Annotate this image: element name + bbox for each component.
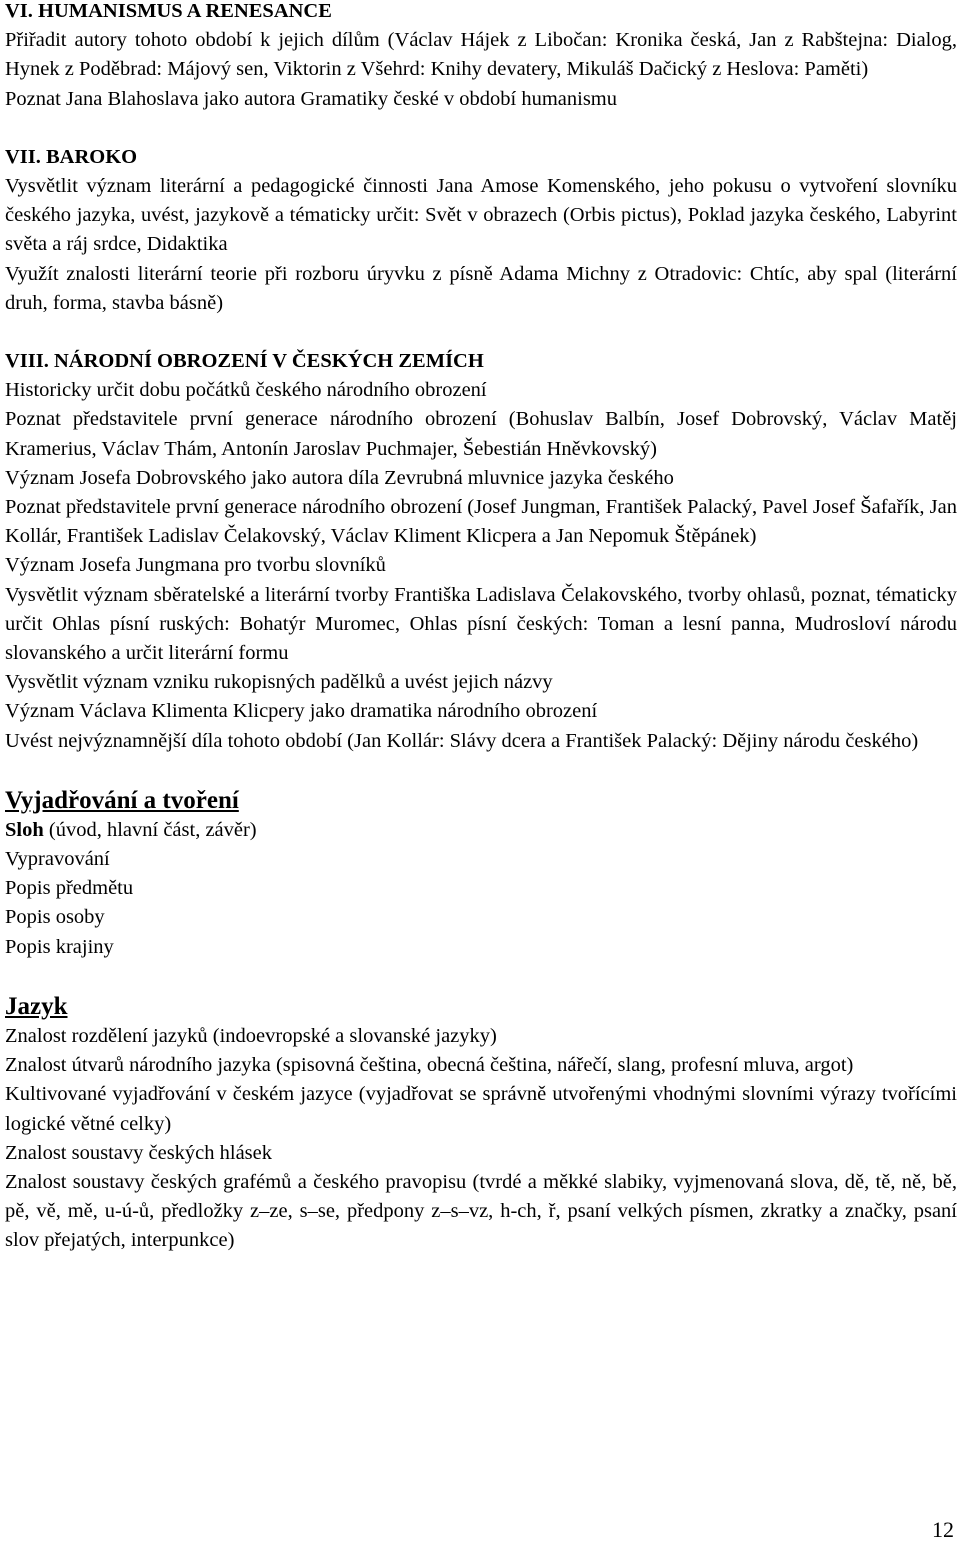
section-baroko	[5, 143, 957, 318]
paragraph: Znalost soustavy českých grafémů a českého pravopisu (tvrdé a měkké slabiky, vyjmenovaná slova, dě, tě, ně, bě, pě, vě, mě, u-ú-ů, předložky z–ze, s–se, předpony z–s–vz, h-ch, ř, psaní velkých písmen, zkratky a značky, psaní slov přejatých, interpunkce)	[5, 1170, 957, 1252]
paragraph: Poznat představitele první generace národního obrození (Bohuslav Balbín, Josef Dobrovský, Václav Matěj Kramerius, Václav Thám, Antonín Jaroslav Puchmajer, Šebestián Hněvkovský)	[5, 408, 957, 460]
paragraph: Vysvětlit význam sběratelské a literární tvorby Františka Ladislava Čelakovského, tvorby ohlasů, poznat, tématicky určit Ohlas písní ruských: Bohatýr Muromec, Ohlas písní českých: Toman a lesní panna, Mudrosloví národu slovanského a určit literární formu	[5, 583, 957, 665]
document-page	[5, 0, 957, 1256]
paragraph: Poznat Jana Blahoslava jako autora Gramatiky české v období humanismu	[5, 87, 617, 110]
section-humanismus	[5, 0, 957, 114]
paragraph: Význam Václava Klimenta Klicpery jako dramatika národního obrození	[5, 700, 598, 723]
section-heading: Jazyk	[5, 992, 68, 1020]
paragraph: Využít znalosti literární teorie při rozboru úryvku z písně Adama Michny z Otradovic: Chtíc, aby spal (literární druh, forma, stavba básně)	[5, 262, 957, 314]
paragraph: Význam Josefa Jungmana pro tvorbu slovníků	[5, 554, 386, 577]
paragraph: Znalost útvarů národního jazyka (spisovná čeština, obecná čeština, nářečí, slang, profesní mluva, argot)	[5, 1054, 854, 1077]
paragraph: Historicky určit dobu počátků českého národního obrození	[5, 379, 487, 402]
sloh-detail: (úvod, hlavní část, závěr)	[43, 818, 257, 841]
paragraph: Uvést nejvýznamnější díla tohoto období (Jan Kollár: Slávy dcera a František Palacký: Dějiny národu českého)	[5, 729, 919, 752]
list-item: Popis osoby	[5, 906, 105, 929]
section-title: VI. HUMANISMUS A RENESANCE	[5, 0, 332, 22]
paragraph: Vysvětlit význam literární a pedagogické činnosti Jana Amose Komenského, jeho pokusu o vytvoření slovníku českého jazyka, uvést, jazykově a tématicky určit: Svět v obrazech (Orbis pictus), Poklad jazyka českého, Labyrint světa a ráj srdce, Didaktika	[5, 175, 957, 256]
section-title: VIII. NÁRODNÍ OBROZENÍ V ČESKÝCH ZEMÍCH	[5, 350, 484, 373]
section-vyjadrovani	[5, 785, 957, 962]
sloh-label: Sloh	[5, 818, 44, 841]
paragraph: Přiřadit autory tohoto období k jejich dílům (Václav Hájek z Libočan: Kronika česká, Jan z Rabštejna: Dialog, Hynek z Poděbrad: Májový sen, Viktorin z Všehrd: Knihy devatery, Mikuláš Dačický z Heslova: Paměti)	[5, 29, 957, 81]
paragraph: Kultivované vyjadřování v českém jazyce (vyjadřovat se správně utvořenými vhodnými slovními výrazy tvořícími logické větné celky)	[5, 1083, 957, 1135]
section-heading: Vyjadřování a tvoření	[5, 786, 239, 814]
paragraph: Význam Josefa Dobrovského jako autora díla Zevrubná mluvnice jazyka českého	[5, 466, 674, 489]
page-number: 12	[932, 1517, 954, 1542]
paragraph: Poznat představitele první generace národního obrození (Josef Jungman, František Palacký, Pavel Josef Šafařík, Jan Kollár, František Ladislav Čelakovský, Václav Kliment Klicpera a Jan Nepomuk Štěpánek)	[5, 496, 957, 548]
section-title: VII. BAROKO	[5, 145, 138, 168]
section-obrozeni	[5, 347, 957, 756]
list-item: Popis krajiny	[5, 935, 114, 958]
list-item: Popis předmětu	[5, 877, 134, 900]
paragraph: Znalost soustavy českých hlásek	[5, 1141, 273, 1164]
sloh-line	[5, 816, 957, 845]
paragraph: Znalost rozdělení jazyků (indoevropské a slovanské jazyky)	[5, 1024, 497, 1047]
list-item: Vypravování	[5, 848, 110, 871]
paragraph: Vysvětlit význam vzniku rukopisných padělků a uvést jejich názvy	[5, 671, 553, 694]
section-jazyk	[5, 991, 957, 1256]
